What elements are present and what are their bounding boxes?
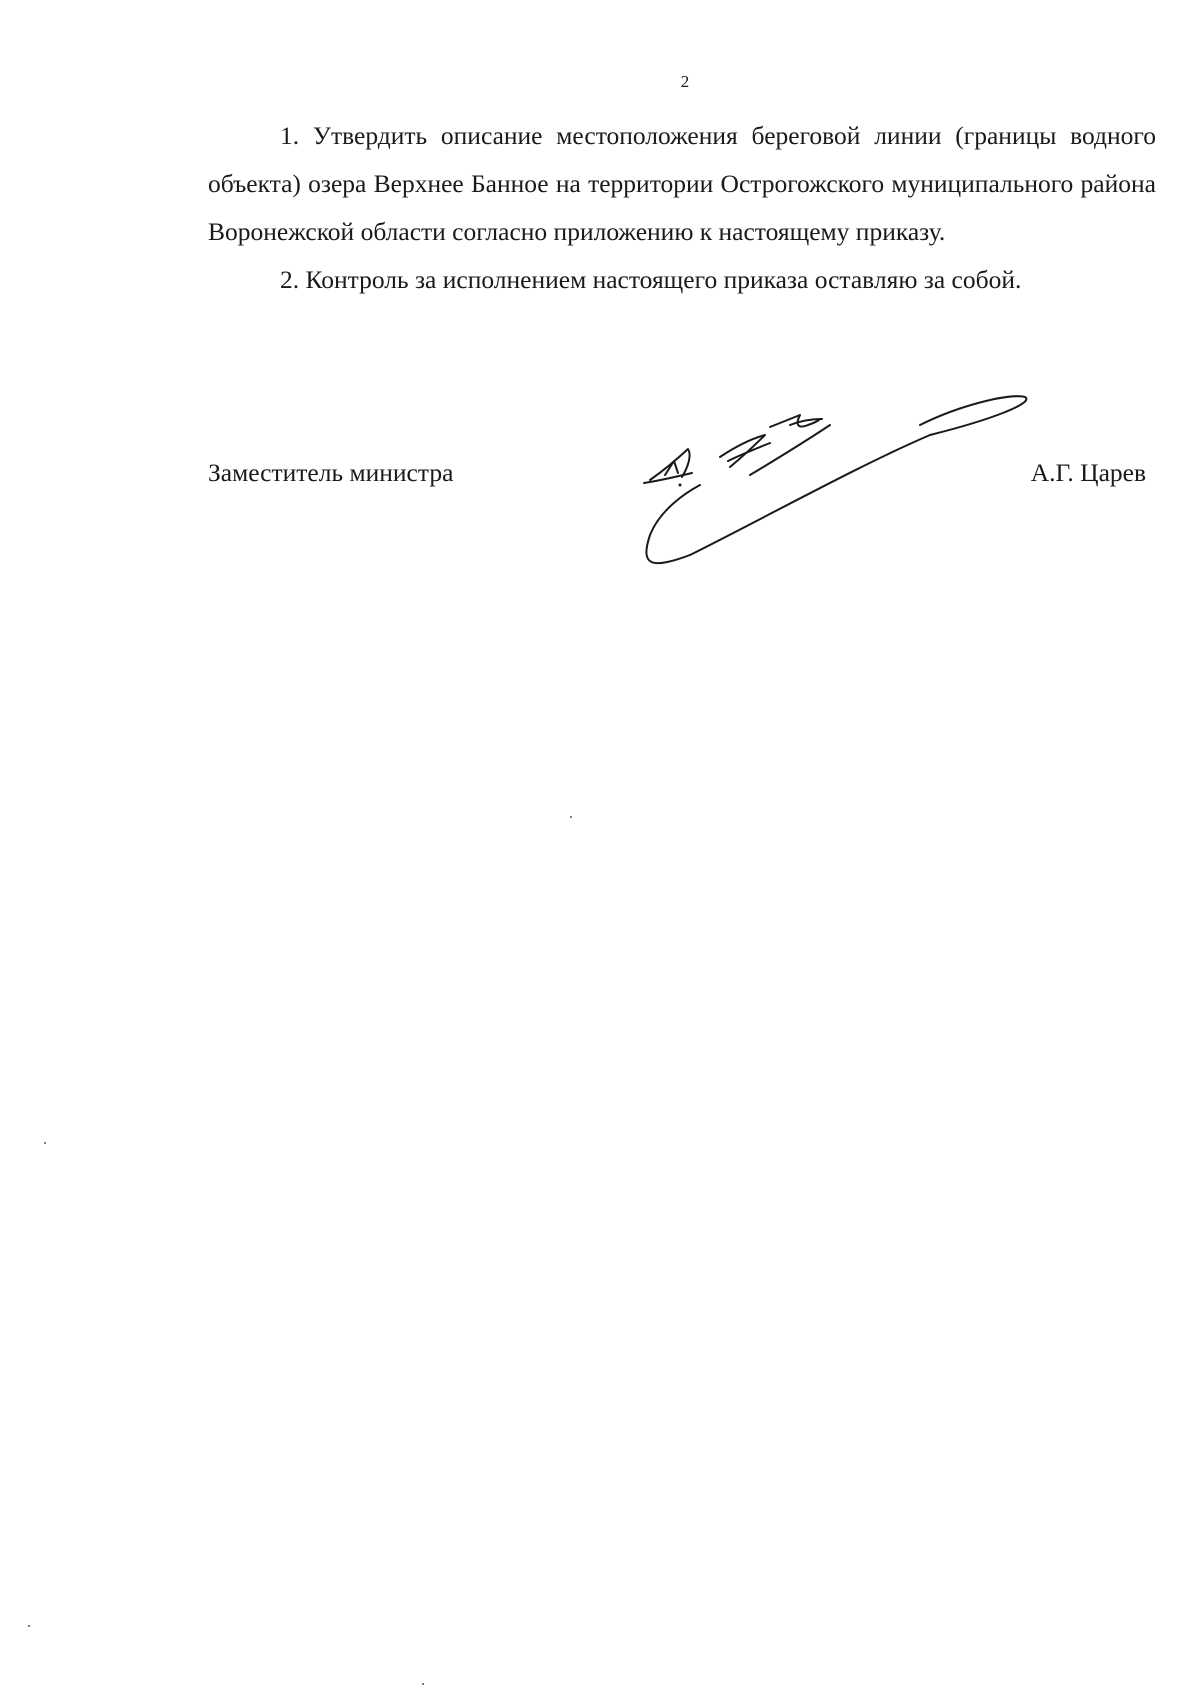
scan-speck — [570, 816, 572, 818]
order-paragraph-1: 1. Утвердить описание местоположения береговой линии (границы водного объекта) озера Верхнее Банное на территории Острогожского муниципального района Воронежской области согласно приложению к настоящему приказу. — [208, 121, 1156, 246]
scan-speck — [44, 1142, 46, 1144]
signatory-name: А.Г. Царев — [1030, 458, 1146, 487]
order-paragraph-2: 2. Контроль за исполнением настоящего приказа оставляю за собой. — [280, 265, 1022, 294]
order-body — [208, 112, 1156, 304]
handwritten-signature-icon — [630, 385, 1040, 585]
scan-speck — [422, 1683, 424, 1685]
signatory-position: Заместитель министра — [208, 458, 454, 487]
scan-speck — [28, 1625, 30, 1627]
page-number: 2 — [680, 72, 690, 91]
